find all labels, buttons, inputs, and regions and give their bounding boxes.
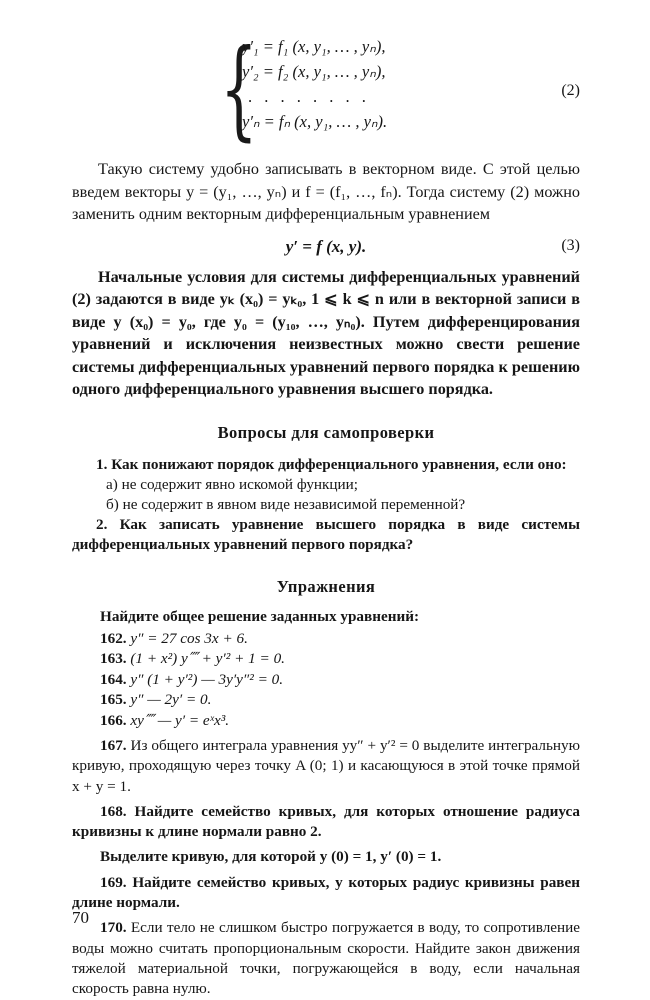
exercise-text: (1 + x²) y⁗ + y′² + 1 = 0. <box>130 650 285 667</box>
exercise-item <box>72 711 580 732</box>
equation-line: y′₁ = f₁ (x, y₁, … , yₙ), <box>242 37 386 56</box>
problem-text: Найдите семейство кривых, для которых отношение радиуса кривизны к длине нормали равно 2. <box>72 802 581 841</box>
exercise-text: y″ — 2y′ = 0. <box>130 691 212 708</box>
equation-number: (2) <box>561 82 580 99</box>
equation-line: y′₂ = f₂ (x, y₁, … , yₙ), <box>242 62 386 81</box>
equation-line: y′ₙ = fₙ (x, y₁, … , yₙ). <box>242 112 388 131</box>
problem-number: 167. <box>100 737 127 754</box>
problem-item <box>72 802 580 843</box>
equation-lines <box>242 34 387 134</box>
problem-number: 170. <box>100 919 127 937</box>
problem-number: 169. <box>100 873 127 891</box>
exercise-text: xy⁗ — y′ = eˣx³. <box>130 711 230 729</box>
exercise-number: 164. <box>100 670 127 688</box>
exercise-number: 162. <box>100 629 127 647</box>
problem-item <box>72 918 580 999</box>
exercise-number: 165. <box>100 691 127 708</box>
exercise-item <box>72 649 580 670</box>
exercise-item <box>72 670 580 691</box>
exercises-intro: Найдите общее решение заданных уравнений: <box>100 607 420 625</box>
equation-3 <box>72 237 580 257</box>
equation-3-text: y′ = f (x, y). <box>285 236 367 256</box>
selfcheck-item: а) не содержит явно искомой функции; <box>106 475 359 493</box>
problem-text: Если тело не слишком быстро погружается в воду, то сопротивление воды можно считать пропорциональным скорости. Найдите закон движения тяжелой материальной точки, погружающейся в воду, если начальная скорость равна нулю. <box>72 919 581 998</box>
exercise-equation-list <box>72 629 580 732</box>
problem-text: Найдите семейство кривых, у которых радиус кривизны равен длине нормали. <box>72 873 580 912</box>
exercise-number: 163. <box>100 650 127 667</box>
exercise-item <box>72 690 580 711</box>
problem-item <box>72 873 580 914</box>
equation-system-2 <box>72 27 580 154</box>
paragraph-initial-conditions: Начальные условия для системы дифференциальных уравнений (2) задаются в виде yₖ (x₀) = yₖ₀, 1 ⩽ k ⩽ n или в векторной записи в виде y (x₀) = y₀, где y₀ = (y₁₀, …, yₙ₀). Путем дифференцирования уравнений и исключения неизвестных можно свести решение системы дифференциальных уравнений первого порядка к решению одного дифференциального уравнения высшего порядка. <box>72 267 580 398</box>
exercise-text: y″ = 27 cos 3x + 6. <box>130 629 248 647</box>
heading-exercises: Упражнения <box>276 576 376 596</box>
paragraph-vector-form: Такую систему удобно записывать в векторном виде. С этой целью введем векторы y = (y₁, …, yₙ) и f = (f₁, …, fₙ). Тогда систему (2) можно заменить одним векторным дифференциальным уравнением <box>72 160 580 223</box>
problem-text: Выделите кривую, для которой y (0) = 1, y′ (0) = 1. <box>100 848 442 866</box>
problem-number: 168. <box>100 802 127 820</box>
problem-item <box>72 736 580 797</box>
heading-selfcheck: Вопросы для самопроверки <box>217 422 435 442</box>
exercise-number: 166. <box>100 711 127 729</box>
equation-line-dots: . . . . . . . . <box>248 87 370 106</box>
equation-3-number: (3) <box>561 236 580 254</box>
exercise-text: y″ (1 + y′²) — 3y′y″² = 0. <box>130 670 284 688</box>
selfcheck-item: б) не содержит в явном виде независимой переменной? <box>106 495 466 513</box>
selfcheck-item: 1. Как понижают порядок дифференциального уравнения, если оно: <box>96 455 567 473</box>
selfcheck-list <box>72 455 580 555</box>
page-content <box>72 28 580 1000</box>
selfcheck-item: 2. Как записать уравнение высшего порядка в виде системы дифференциальных уравнений первого порядка? <box>72 515 580 553</box>
exercise-item <box>72 629 580 650</box>
problem-item <box>72 847 580 867</box>
problem-text: Из общего интеграла уравнения yy″ + y′² = 0 выделите интегральную кривую, проходящую через точку A (0; 1) и касающуюся в этой точке прямой x + y = 1. <box>72 737 580 795</box>
page-number: 70 <box>72 908 89 927</box>
left-brace-icon: { <box>220 27 258 152</box>
